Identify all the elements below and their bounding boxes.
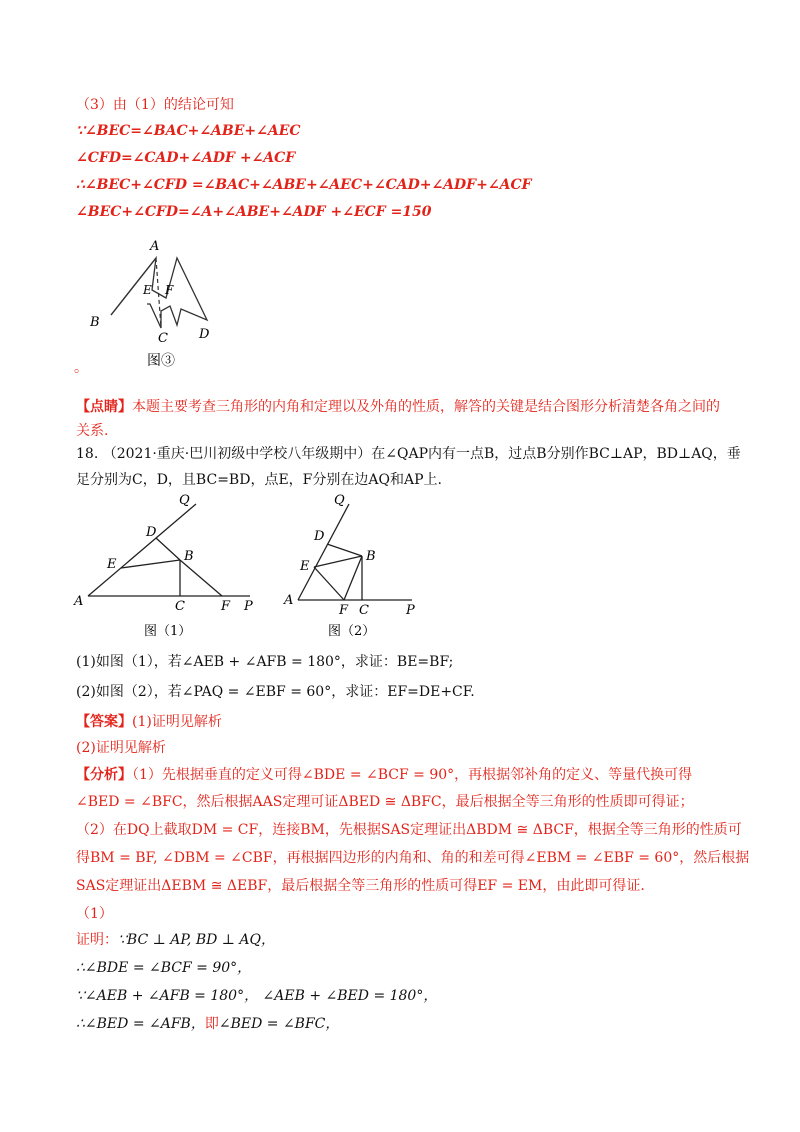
q18-sub1: (1)如图（1），若∠AEB + ∠AFB = 180°，求证：BE=BF; xyxy=(76,654,454,670)
fig1-label-c: C xyxy=(175,599,185,614)
fig1-line-db xyxy=(156,538,180,560)
proof-l4-b: ∠BED = ∠BFC， xyxy=(218,1016,340,1032)
part3-line5: ∠BEC+∠CFD=∠A+∠ABE+∠ADF +∠ECF =150 xyxy=(76,204,432,220)
fig1-label-p: P xyxy=(244,599,253,614)
fig3-label-e: E xyxy=(143,283,152,297)
part3-line3: ∠CFD=∠CAD+∠ADF +∠ACF xyxy=(76,150,296,166)
figure-18-2 xyxy=(280,490,440,640)
fig1-label-b: B xyxy=(184,549,194,564)
fig1-label-f: F xyxy=(221,599,231,614)
comment-text: 本题主要考查三角形的内角和定理以及外角的性质，解答的关键是结合图形分析清楚各角之间的关系. xyxy=(76,399,720,439)
fig3-label-a: A xyxy=(150,239,160,254)
q18-sub2: (2)如图（2），若∠PAQ = ∠EBF = 60°，求证：EF=DE+CF. xyxy=(76,684,475,700)
proof-heading: （1） xyxy=(76,906,113,922)
fig2-label-a: A xyxy=(284,593,294,608)
fig2-line-db xyxy=(327,544,362,556)
fig1-caption: 图（1） xyxy=(144,624,192,639)
analysis-tag: 【分析】 xyxy=(76,767,132,783)
analysis-p2-l3: SAS定理证出ΔEBM ≅ ΔEBF，最后根据全等三角形的性质可得EF = EM，由此即可得证. xyxy=(76,878,645,894)
proof-line2: ∴∠BDE = ∠BCF = 90°， xyxy=(76,960,252,976)
comment-block xyxy=(76,395,724,443)
fig2-line-bf xyxy=(344,556,362,600)
fig2-line-ef xyxy=(314,567,344,600)
fig2-label-d: D xyxy=(314,529,325,544)
answer-2: (2)证明见解析 xyxy=(76,740,166,756)
fig1-label-q: Q xyxy=(179,493,190,508)
analysis-p1-l2: ∠BED = ∠BFC，然后根据AAS定理可证ΔBED ≅ ΔBFC，最后根据全等三角形的性质即可得证； xyxy=(76,794,694,810)
figure-18-1 xyxy=(70,490,270,640)
q18-stem-line1: 在∠QAP内有一点B，过点B分别作BC⊥AP，BD⊥AQ，垂 xyxy=(371,446,741,462)
q18-source: （2021·重庆·巴川初级中学校八年级期中） xyxy=(102,446,372,462)
q18-number: 18. xyxy=(76,446,99,462)
part3-line2: ∵∠BEC=∠BAC+∠ABE+∠AEC xyxy=(76,123,301,139)
proof-l4-a: ∴∠BED = ∠AFB， xyxy=(76,1016,205,1032)
q18-stem-line2: 足分别为C，D，且BC=BD，点E，F分别在边AQ和AP上. xyxy=(76,472,442,488)
part3-line4: ∴∠BEC+∠CFD =∠BAC+∠ABE+∠AEC+∠CAD+∠ADF+∠ACF xyxy=(76,177,532,193)
fig3-label-d: D xyxy=(199,327,210,342)
fig2-label-c: C xyxy=(359,603,369,618)
fig3-label-b: B xyxy=(90,315,100,330)
fig2-label-b: B xyxy=(366,549,376,564)
fig1-label-d: D xyxy=(146,525,157,540)
answer-line1 xyxy=(76,712,222,732)
fig2-caption: 图（2） xyxy=(328,624,376,639)
proof-line3 xyxy=(76,986,437,1006)
fig3-label-c: C xyxy=(158,331,168,346)
proof-line4 xyxy=(76,1014,339,1034)
fig3-label-f: F xyxy=(165,283,174,297)
fig1-label-e: E xyxy=(107,557,117,572)
trailing-mark: 。 xyxy=(74,360,88,376)
analysis-p2-l1: （2）在DQ上截取DM = CF，连接BM，先根据SAS定理证出ΔBDM ≅ ΔBCF，根据全等三角形的性质可 xyxy=(76,822,742,838)
figure-3 xyxy=(80,232,240,372)
answer-tag: 【答案】 xyxy=(76,714,132,730)
analysis-p2-l2: 得BM = BF, ∠DBM = ∠CBF，再根据四边形的内角和、角的和差可得∠EBM = ∠EBF = 60°，然后根据 xyxy=(76,850,750,866)
proof-l3-a: ∵∠AEB + ∠AFB = 180°， xyxy=(76,988,259,1004)
fig2-label-q: Q xyxy=(334,493,345,508)
answer-1: (1)证明见解析 xyxy=(132,714,222,730)
proof-l1-math: ∵BC ⊥ AP, BD ⊥ AQ， xyxy=(118,932,275,948)
analysis-p1-l1: （1）先根据垂直的定义可得∠BDE = ∠BCF = 90°，再根据邻补角的定义、等量代换可得 xyxy=(132,767,693,783)
part3-line1: （3）由（1）的结论可知 xyxy=(76,97,234,113)
proof-line1 xyxy=(76,930,275,950)
analysis-line1 xyxy=(76,765,692,785)
fig1-label-a: A xyxy=(74,594,84,609)
fig2-line-aq xyxy=(298,504,349,600)
q18-line1 xyxy=(76,444,741,464)
fig2-label-p: P xyxy=(406,603,415,618)
proof-l1-prefix: 证明： xyxy=(76,932,118,948)
fig1-line-bf xyxy=(180,560,222,596)
fig2-label-f: F xyxy=(339,603,349,618)
comment-tag: 【点睛】 xyxy=(76,399,132,415)
fig3-caption: 图③ xyxy=(147,353,175,369)
fig2-label-e: E xyxy=(300,559,310,574)
proof-l4-mid: 即 xyxy=(204,1016,219,1032)
proof-l3-b: ∠AEB + ∠BED = 180°， xyxy=(262,988,438,1004)
